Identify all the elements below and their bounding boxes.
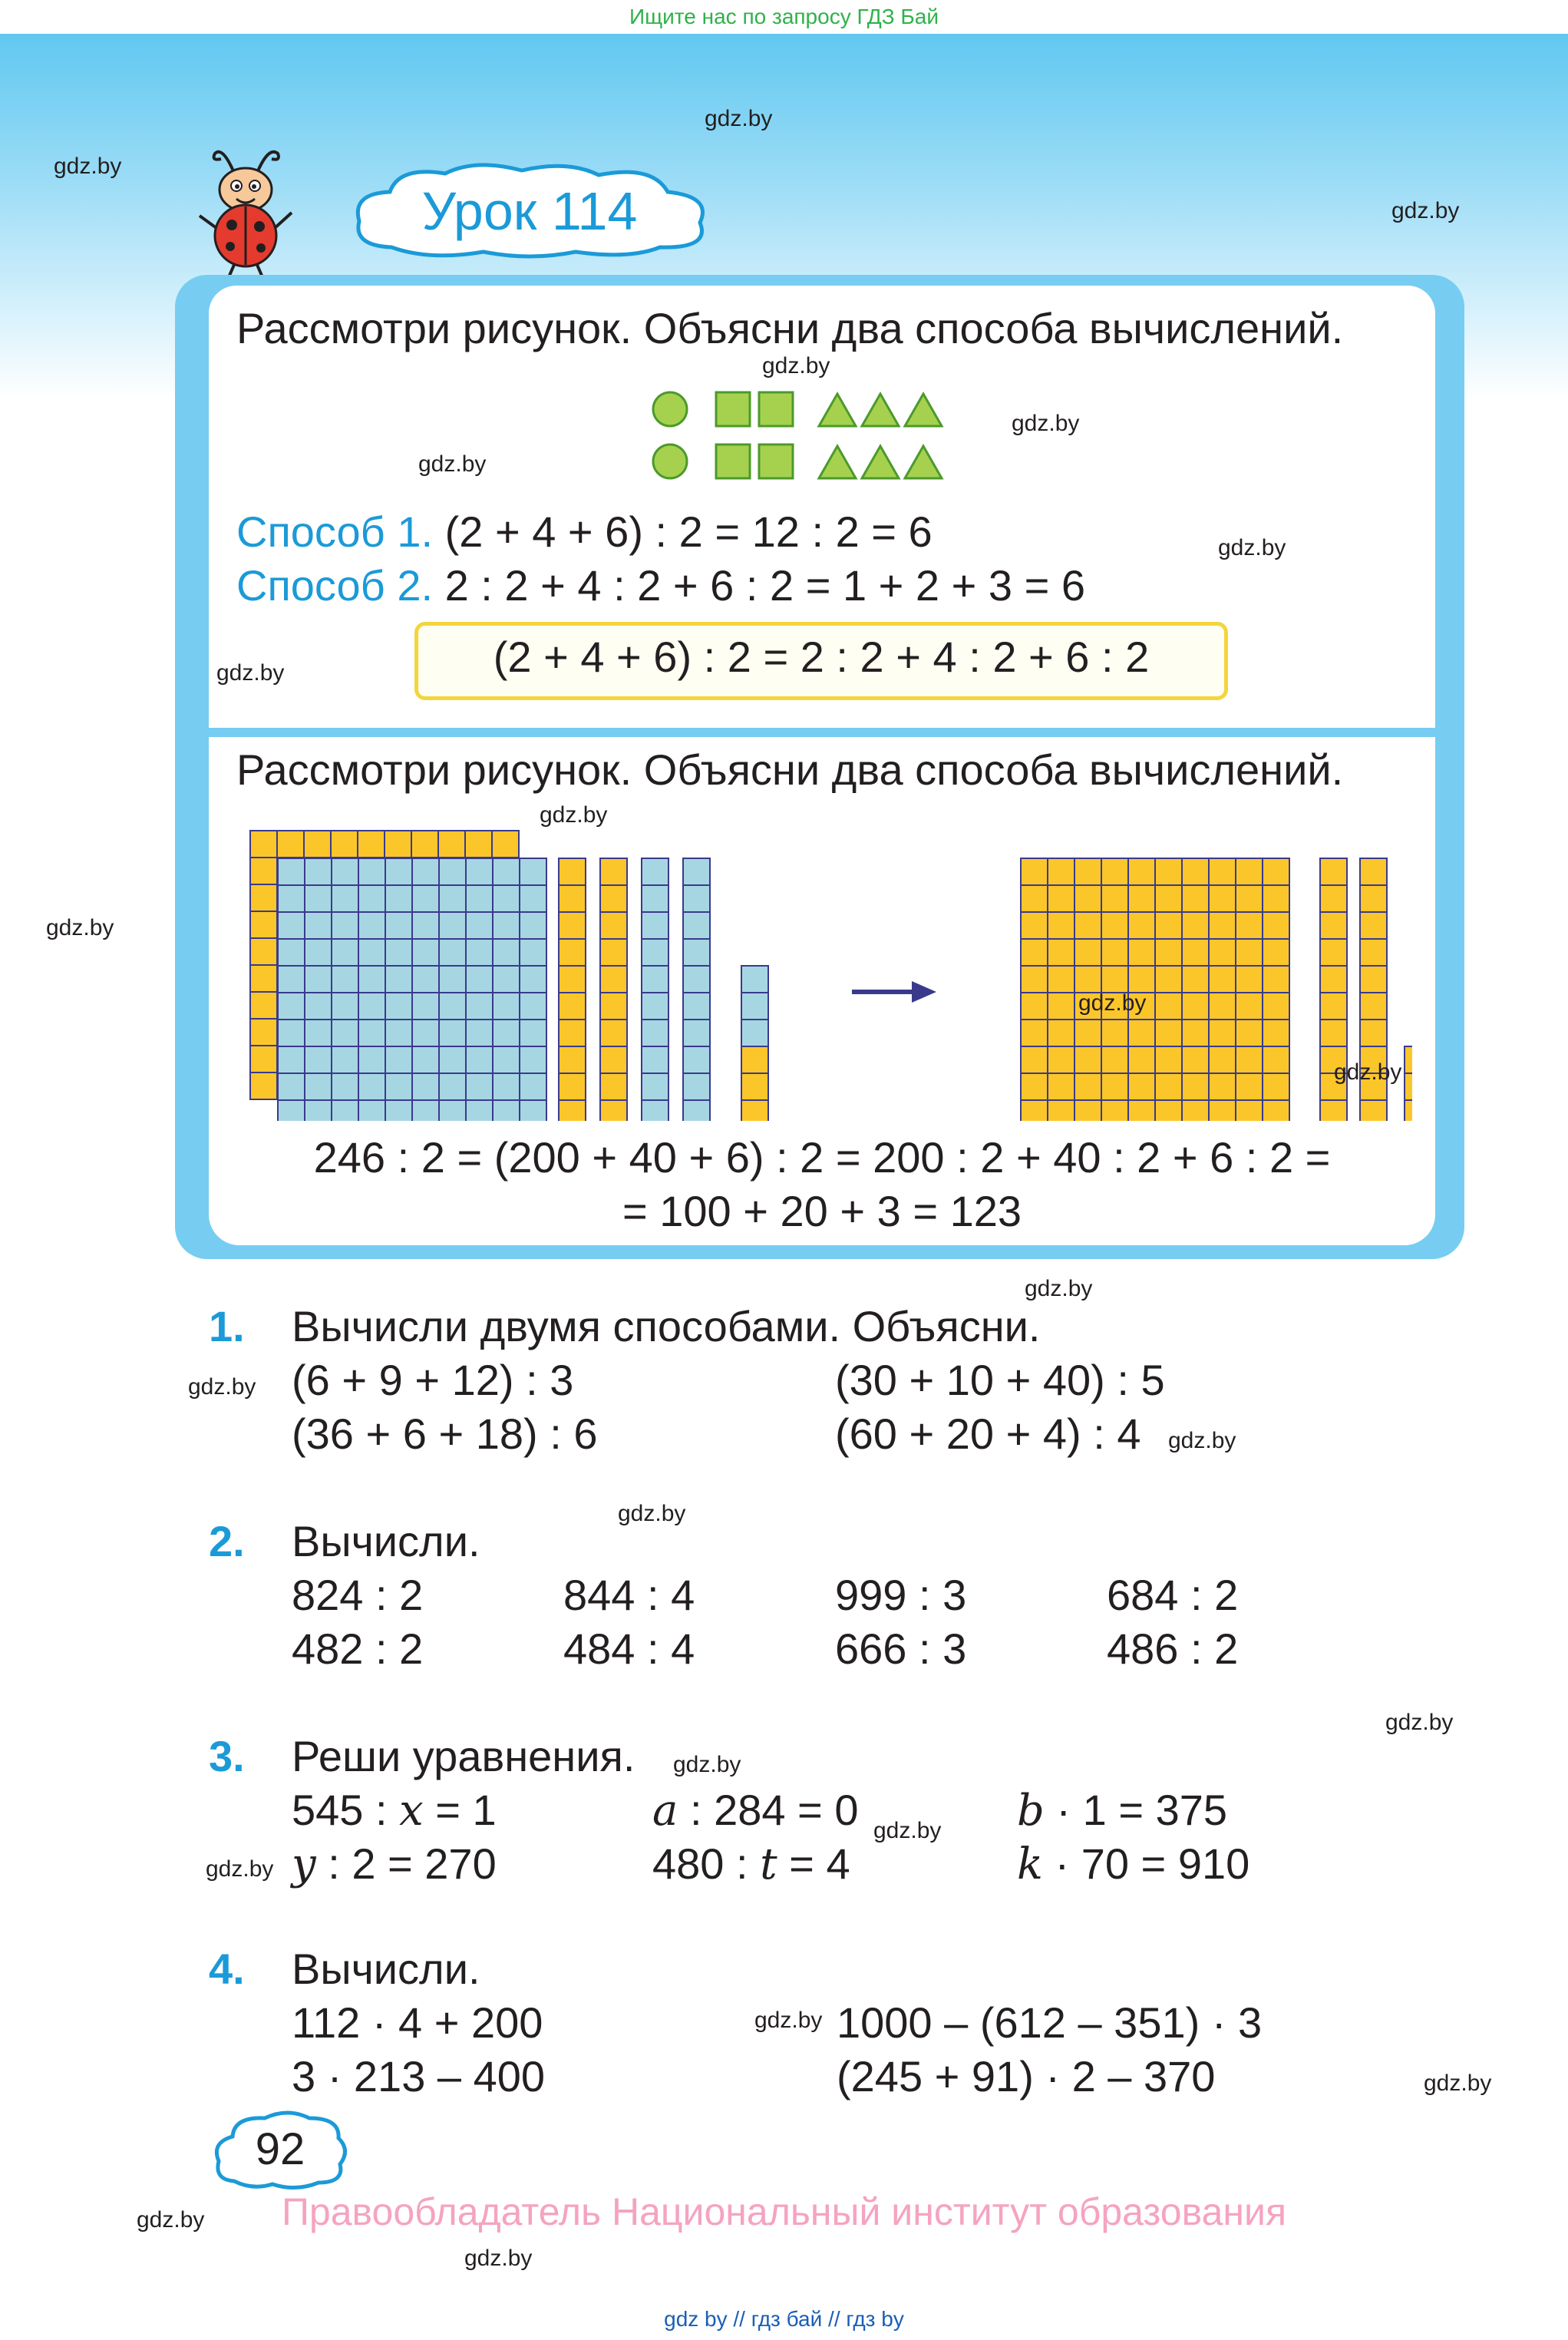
shapes-illustration	[649, 384, 956, 491]
triangle-shape	[819, 446, 856, 478]
watermark: gdz.by	[206, 1856, 274, 1882]
watermark: gdz.by	[873, 1818, 942, 1843]
ten-rod-yellow	[559, 858, 586, 1121]
ladybug-mascot	[192, 142, 299, 280]
watermark: gdz.by	[1168, 1428, 1236, 1453]
exercise-1-item: (36 + 6 + 18) : 6	[292, 1410, 598, 1458]
example2-prompt: Рассмотри рисунок. Объясни два способа вычислений.	[236, 745, 1344, 794]
watermark: gdz.by	[1078, 990, 1147, 1016]
example2-equation-line-2: = 100 + 20 + 3 = 123	[622, 1187, 1022, 1235]
equation: b · 1 = 375	[1017, 1786, 1228, 1836]
exercise-1-item: (6 + 9 + 12) : 3	[292, 1356, 574, 1404]
exercise-2-item: 999 : 3	[835, 1571, 967, 1619]
watermark: gdz.by	[464, 2246, 533, 2271]
method-1-line	[236, 507, 933, 557]
shape-row-1	[653, 392, 942, 426]
square-shape	[716, 392, 750, 426]
watermark: gdz.by	[705, 106, 773, 131]
ten-rod-blue	[642, 858, 668, 1121]
exercise-2-number: 2.	[209, 1517, 245, 1565]
square-shape	[759, 392, 793, 426]
unit-column	[741, 966, 768, 1121]
watermark: gdz.by	[1218, 535, 1286, 560]
exercise-4-item: 3 · 213 – 400	[292, 2052, 546, 2100]
method-2-label: Способ 2.	[236, 561, 434, 610]
watermark: gdz.by	[762, 353, 830, 378]
footer-links[interactable]: gdz by // гдз бай // гдз by	[664, 2307, 904, 2331]
triangle-shape	[905, 394, 942, 426]
watermark: gdz.by	[137, 2207, 205, 2233]
method-2-expression: 2 : 2 + 4 : 2 + 6 : 2 = 1 + 2 + 3 = 6	[444, 561, 1085, 610]
method-2-line	[236, 560, 1085, 610]
watermark: gdz.by	[46, 915, 114, 940]
exercise-2-item: 666 : 3	[835, 1624, 967, 1673]
page-number: 92	[255, 2124, 305, 2174]
triangle-shape	[905, 446, 942, 478]
triangle-shape	[862, 394, 899, 426]
exercise-2-item: 684 : 2	[1107, 1571, 1239, 1619]
example1-prompt: Рассмотри рисунок. Объясни два способа вычислений.	[236, 304, 1344, 352]
copyright-note: Правообладатель Национальный институт образования	[281, 2190, 1287, 2233]
circle-shape	[653, 392, 687, 426]
exercise-3-number: 3.	[209, 1732, 245, 1780]
exercise-2-title: Вычисли.	[292, 1517, 480, 1565]
exercise-1-item: (30 + 10 + 40) : 5	[835, 1356, 1165, 1404]
watermark: gdz.by	[1334, 1059, 1402, 1085]
watermark: gdz.by	[1391, 198, 1460, 223]
base-ten-blocks-illustration	[246, 821, 1412, 1121]
example2-equation-line-1: 246 : 2 = (200 + 40 + 6) : 2 = 200 : 2 + 40 : 2 + 6 : 2 =	[313, 1133, 1331, 1182]
exercise-2-item: 824 : 2	[292, 1571, 424, 1619]
watermark: gdz.by	[754, 2008, 823, 2033]
equation: 545 : x = 1	[292, 1786, 497, 1836]
shape-row-2	[653, 445, 942, 478]
watermark: gdz.by	[54, 154, 122, 179]
square-shape	[759, 445, 793, 478]
hundred-flat-blue	[278, 858, 546, 1121]
lesson-title: Урок 114	[421, 181, 638, 241]
ten-rod-blue	[683, 858, 710, 1121]
transform-arrow	[852, 981, 936, 1003]
watermark: gdz.by	[540, 802, 608, 828]
exercise-4-number: 4.	[209, 1945, 245, 1993]
square-shape	[716, 445, 750, 478]
exercise-2-item: 482 : 2	[292, 1624, 424, 1673]
exercise-1-item: (60 + 20 + 4) : 4	[835, 1410, 1141, 1458]
ten-rod-yellow	[600, 858, 627, 1121]
circle-shape	[653, 445, 687, 478]
exercise-2-item: 486 : 2	[1107, 1624, 1239, 1673]
triangle-shape	[819, 394, 856, 426]
exercise-2-item: 844 : 4	[563, 1571, 695, 1619]
watermark: gdz.by	[673, 1752, 741, 1777]
method-1-label: Способ 1.	[236, 507, 434, 556]
watermark: gdz.by	[618, 1501, 686, 1526]
watermark: gdz.by	[1385, 1710, 1454, 1735]
watermark: gdz.by	[216, 660, 285, 686]
exercise-3-title: Реши уравнения.	[292, 1732, 635, 1780]
watermark: gdz.by	[188, 1374, 256, 1400]
exercise-4-title: Вычисли.	[292, 1945, 480, 1993]
triangle-shape	[862, 446, 899, 478]
top-banner[interactable]: Ищите нас по запросу ГДЗ Бай	[0, 0, 1568, 34]
equation: k · 70 = 910	[1017, 1839, 1250, 1889]
equation: y : 2 = 270	[292, 1839, 497, 1889]
exercise-1-number: 1.	[209, 1302, 245, 1350]
exercise-2-item: 484 : 4	[563, 1624, 695, 1673]
method-1-expression: (2 + 4 + 6) : 2 = 12 : 2 = 6	[444, 507, 933, 556]
unit-column-result	[1405, 1046, 1412, 1121]
exercise-1-title: Вычисли двумя способами. Объясни.	[292, 1302, 1041, 1350]
watermark: gdz.by	[1012, 411, 1080, 436]
equation: 480 : t = 4	[652, 1839, 850, 1889]
exercise-4-item: 1000 – (612 – 351) · 3	[837, 1998, 1263, 2047]
watermark: gdz.by	[1025, 1276, 1093, 1301]
hundred-flat-result	[1021, 858, 1289, 1121]
watermark: gdz.by	[418, 451, 487, 477]
equation: a : 284 = 0	[652, 1786, 859, 1836]
rule-formula: (2 + 4 + 6) : 2 = 2 : 2 + 4 : 2 + 6 : 2	[493, 633, 1150, 681]
exercise-4-item: 112 · 4 + 200	[292, 1998, 543, 2047]
exercise-4-item: (245 + 91) · 2 – 370	[837, 2052, 1216, 2100]
watermark: gdz.by	[1424, 2071, 1492, 2096]
